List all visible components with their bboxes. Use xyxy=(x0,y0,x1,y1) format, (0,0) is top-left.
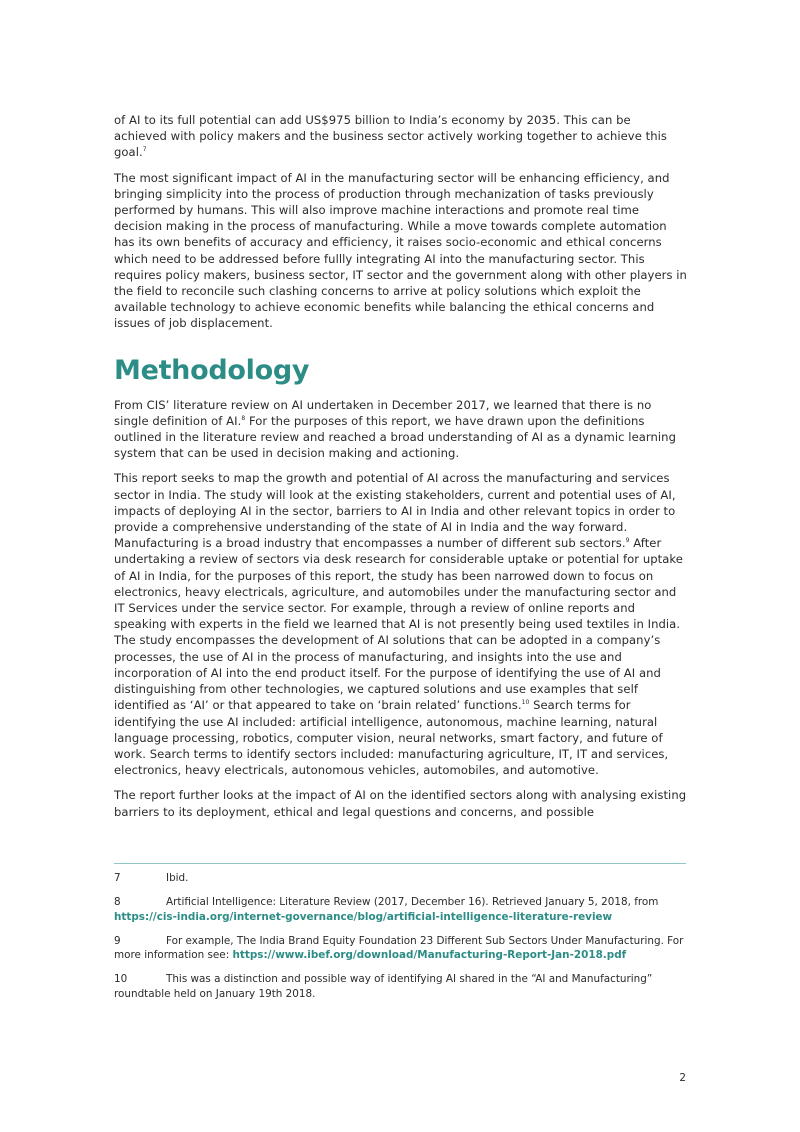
footnote-ref-9[interactable]: 9 xyxy=(625,537,630,545)
footnote-number: 7 xyxy=(114,872,121,884)
main-content xyxy=(114,112,687,829)
footnote-number: 8 xyxy=(114,896,121,909)
footnote-link-ibef-report[interactable]: https://www.ibef.org/download/Manufacturing-Report-Jan-2018.pdf xyxy=(232,949,627,962)
footnote-ref-7[interactable]: 7 xyxy=(142,146,147,154)
footnote-8 xyxy=(114,895,687,924)
footnote-7 xyxy=(114,871,687,886)
methodology-paragraph-3: The report further looks at the impact of AI on the identified sectors along with analysing existing barriers to its deployment, ethical and legal questions and concerns, and possible xyxy=(114,788,687,819)
footnote-number: 9 xyxy=(114,934,121,947)
methodology-paragraph-2-text-c: Search terms for identifying the use AI included: artificial intelligence, autonomous, machine learning, natural language processing, robotics, computer vision, neural networks, smart factory, and future of work. Search terms to identify sectors included: manufacturing agriculture, IT, IT and services, electronics, heavy electricals, autonomous vehicles, automobiles, and automotive. xyxy=(114,698,669,778)
footnote-text: This was a distinction and possible way of identifying AI shared in the “AI and Manufacturing” roundtable held on January 19th 2018. xyxy=(114,973,653,1001)
methodology-paragraph-1 xyxy=(114,397,687,462)
footnote-10 xyxy=(114,972,687,1001)
methodology-paragraph-1-text-b: For the purposes of this report, we have drawn upon the definitions outlined in the literature review and reached a broad understanding of AI as a dynamic learning system that can be used in decision making and actioning. xyxy=(114,413,676,461)
intro-paragraph-2: The most significant impact of AI in the manufacturing sector will be enhancing efficiency, and bringing simplicity into the process of production through mechanization of tasks previously performed by humans. This will also improve machine interactions and promote real time decision making in the process of manufacturing. While a move towards complete automation has its own benefits of accuracy and efficiency, it raises socio-economic and ethical concerns which need to be addressed before fullly integrating AI into the manufacturing sector. This requires policy makers, business sector, IT sector and the government along with other players in the field to reconcile such clashing concerns to arrive at policy solutions which exploit the available technology to achieve economic benefits while balancing the ethical concerns and issues of job displacement. xyxy=(114,170,687,331)
footnote-number: 10 xyxy=(114,973,128,986)
footnote-text: For example, The India Brand Equity Foundation 23 Different Sub Sectors Under Manufacturing. For more information see: xyxy=(114,934,684,962)
footnote-divider xyxy=(114,863,686,864)
methodology-paragraph-1-text-a: From CIS’ literature review on AI undertaken in December 2017, we learned that there is no single definition of AI. xyxy=(114,397,652,428)
footnote-text: Artificial Intelligence: Literature Review (2017, December 16). Retrieved January 5, 2018, from xyxy=(166,896,659,909)
footnotes-section xyxy=(114,871,687,1011)
footnote-9 xyxy=(114,934,687,963)
intro-paragraph-1 xyxy=(114,112,687,161)
footnote-ref-10[interactable]: 10 xyxy=(521,699,530,707)
methodology-paragraph-2-text-b: After undertaking a review of sectors via desk research for considerable uptake or potential for uptake of AI in India, for the purposes of this report, the study has been narrowed down to focus on electronics, heavy electricals, agriculture, and automobiles under the manufacturing sector and IT Services under the service sector. For example, through a review of online reports and speaking with experts in the field we learned that AI is not presently being used textiles in India. The study encompasses the development of AI solutions that can be adopted in a company’s processes, the use of AI in the process of manufacturing, and insights into the use and incorporation of AI into the end product itself. For the purpose of identifying the use of AI and distinguishing from other technologies, we captured solutions and use examples that self identified as ‘AI’ or that appeared to take on ‘brain related’ functions. xyxy=(114,536,683,713)
methodology-paragraph-2-text-a: This report seeks to map the growth and potential of AI across the manufacturing and services sector in India. The study will look at the existing stakeholders, current and potential uses of AI, impacts of deploying AI in the sector, barriers to AI in India and other relevant topics in order to provide a comprehensive understanding of the state of AI in India and the way forward. Manufacturing is a broad industry that encompasses a number of different sub sectors. xyxy=(114,471,676,551)
footnote-link-literature-review[interactable]: https://cis-india.org/internet-governance/blog/artificial-intelligence-literature-review xyxy=(114,910,613,923)
methodology-paragraph-2 xyxy=(114,470,687,778)
footnote-text: Ibid. xyxy=(166,872,189,884)
intro-paragraph-1-text: of AI to its full potential can add US$975 billion to India’s economy by 2035. This can be achieved with policy makers and the business sector actively working together to achieve this goal. xyxy=(114,113,667,160)
page-number: 2 xyxy=(679,1072,686,1084)
section-heading-methodology: Methodology xyxy=(114,354,310,386)
footnote-ref-8[interactable]: 8 xyxy=(241,414,246,422)
